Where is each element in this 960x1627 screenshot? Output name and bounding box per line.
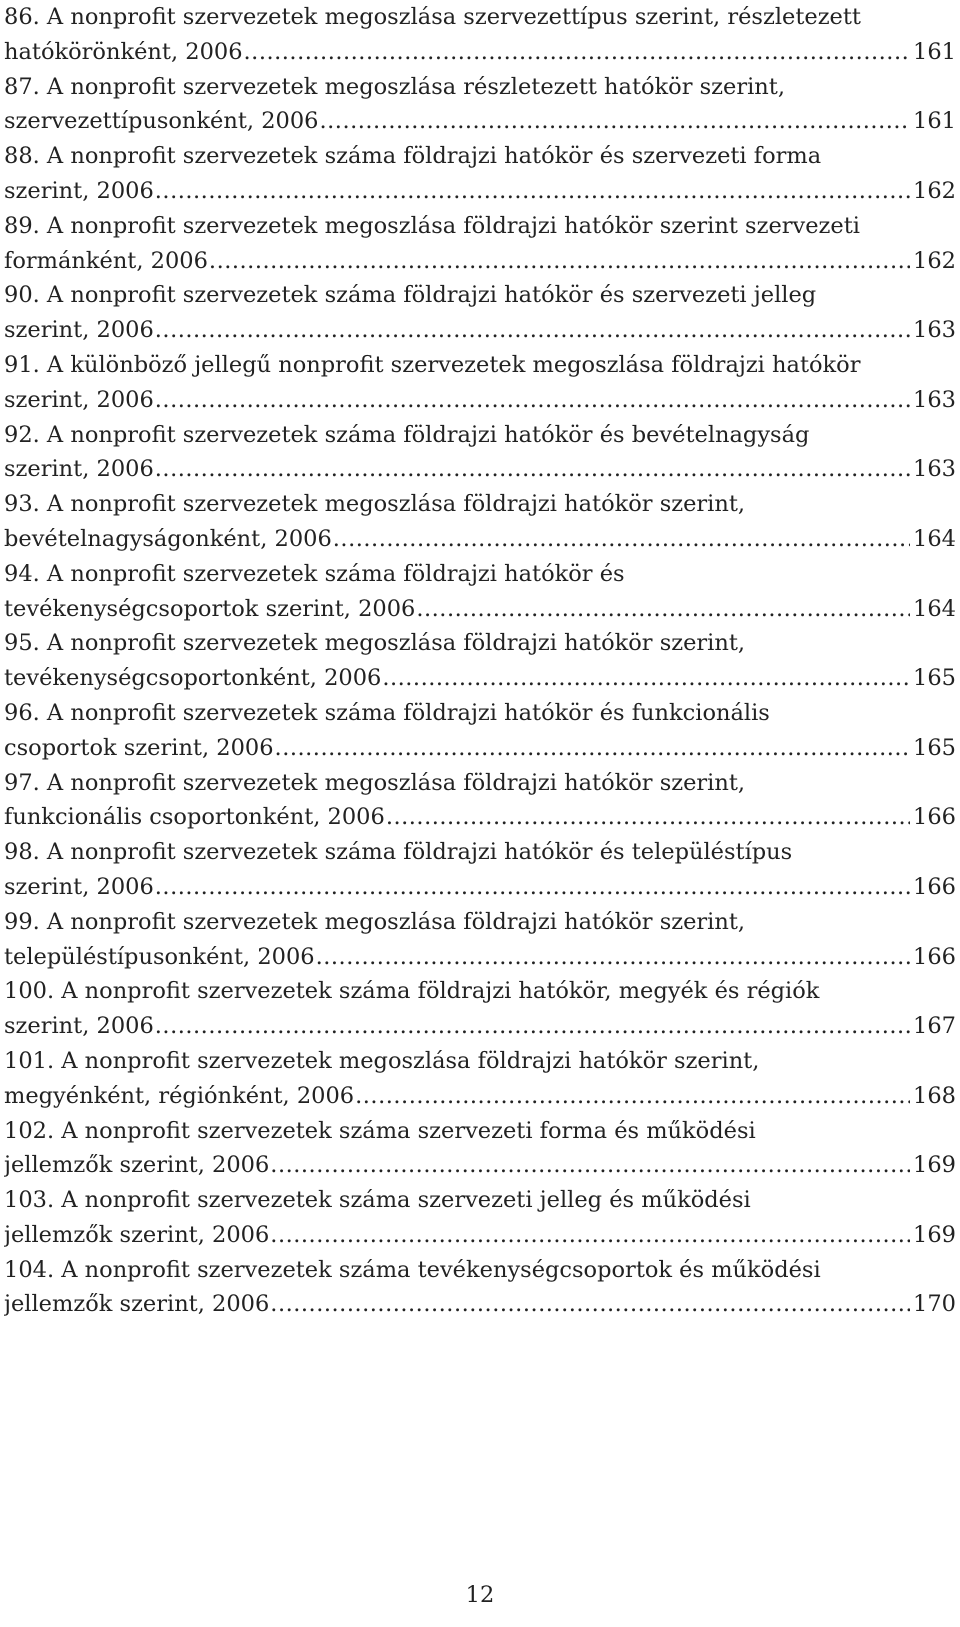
toc-entry-last-line [4,104,956,139]
dot-leader [416,592,910,627]
toc-entry-title-line: 102. A nonprofit szervezetek száma szervezeti forma és működési [4,1117,756,1144]
toc-entry-page-number: 166 [913,804,956,831]
toc-entry[interactable] [4,1253,956,1323]
toc-entry-title-continuation: jellemzők szerint, 2006 [4,1152,270,1179]
toc-entry-title-line: 90. A nonprofit szervezetek száma földrajzi hatókör és szervezeti jelleg [4,282,817,309]
toc-entry-title-continuation: szervezettípusonként, 2006 [4,108,319,135]
toc-entry-page-number: 165 [913,665,956,692]
toc-entry-title-continuation: szerint, 2006 [4,317,154,344]
dot-leader [386,800,910,835]
toc-entry-title-line: 91. A különböző jellegű nonprofit szervezetek megoszlása földrajzi hatókör [4,351,861,378]
toc-entry[interactable] [4,418,956,488]
toc-entry-title-continuation: funkcionális csoportonként, 2006 [4,804,385,831]
toc-entry-last-line [4,1079,956,1114]
dot-leader [155,1009,910,1044]
toc-entry[interactable] [4,209,956,279]
toc-entry-last-line [4,1009,956,1044]
toc-entry-page-number: 162 [913,247,956,274]
dot-leader [270,1218,910,1253]
toc-entry-page-number: 169 [913,1152,956,1179]
toc-entry-title-line: 94. A nonprofit szervezetek száma földrajzi hatókör és [4,560,625,587]
toc-entry-last-line [4,661,956,696]
toc-entry-last-line [4,800,956,835]
toc-entry[interactable] [4,557,956,627]
toc-entry-last-line [4,383,956,418]
toc-entry-title-line: 88. A nonprofit szervezetek száma földrajzi hatókör és szervezeti forma [4,143,822,170]
toc-entry-last-line [4,592,956,627]
toc-entry-title-line: 93. A nonprofit szervezetek megoszlása földrajzi hatókör szerint, [4,491,746,518]
toc-entry[interactable] [4,1183,956,1253]
toc-entry-title-continuation: tevékenységcsoportonként, 2006 [4,665,382,692]
toc-entry-title-line: 104. A nonprofit szervezetek száma tevékenységcsoportok és működési [4,1256,821,1283]
dot-leader [244,35,911,70]
toc-entry-last-line [4,244,956,279]
toc-entry-page-number: 161 [913,38,956,65]
toc-entry-title-continuation: szerint, 2006 [4,386,154,413]
toc-entry-page-number: 168 [913,1082,956,1109]
toc-entry[interactable] [4,626,956,696]
dot-leader [319,104,910,139]
toc-entry-page-number: 165 [913,734,956,761]
toc-entry-title-line: 103. A nonprofit szervezetek száma szervezeti jelleg és működési [4,1187,751,1214]
toc-entry-page-number: 163 [913,456,956,483]
toc-entry-page-number: 164 [913,525,956,552]
toc-entry-page-number: 163 [913,317,956,344]
toc-entry-title-continuation: hatókörönként, 2006 [4,38,243,65]
dot-leader [275,731,911,766]
toc-entry-page-number: 162 [913,177,956,204]
dot-leader [155,870,910,905]
toc-entry[interactable] [4,905,956,975]
toc-entry-title-line: 96. A nonprofit szervezetek száma földrajzi hatókör és funkcionális [4,699,770,726]
toc-entry-page-number: 164 [913,595,956,622]
toc-entry-title-continuation: jellemzők szerint, 2006 [4,1221,270,1248]
dot-leader [155,174,910,209]
toc-entry-last-line [4,1218,956,1253]
toc-entry-title-line: 95. A nonprofit szervezetek megoszlása földrajzi hatókör szerint, [4,630,746,657]
dot-leader [382,661,910,696]
toc-entry-title-continuation: szerint, 2006 [4,1013,154,1040]
toc-entry-last-line [4,35,956,70]
toc-entry-title-continuation: jellemzők szerint, 2006 [4,1291,270,1318]
toc-entry[interactable] [4,1114,956,1184]
toc-entry-title-line: 97. A nonprofit szervezetek megoszlása földrajzi hatókör szerint, [4,769,746,796]
toc-entry-page-number: 166 [913,873,956,900]
toc-entry-title-line: 89. A nonprofit szervezetek megoszlása földrajzi hatókör szerint szervezeti [4,212,860,239]
toc-entry-title-line: 86. A nonprofit szervezetek megoszlása szervezettípus szerint, részletezett [4,4,861,30]
toc-entry-last-line [4,313,956,348]
dot-leader [155,383,910,418]
dot-leader [155,452,910,487]
toc-entry-page-number: 170 [913,1291,956,1318]
toc-entry[interactable] [4,70,956,140]
toc-entry-page-number: 161 [913,108,956,135]
toc-entry-title-line: 101. A nonprofit szervezetek megoszlása földrajzi hatókör szerint, [4,1047,760,1074]
dot-leader [333,522,910,557]
toc-entry-title-line: 98. A nonprofit szervezetek száma földrajzi hatókör és településtípus [4,839,793,866]
toc-entry-page-number: 167 [913,1013,956,1040]
toc-entry[interactable] [4,278,956,348]
toc-entry[interactable] [4,487,956,557]
toc-entry-title-continuation: szerint, 2006 [4,177,154,204]
toc-entry-page-number: 163 [913,386,956,413]
toc-entry-last-line [4,870,956,905]
dot-leader [270,1287,910,1322]
dot-leader [155,313,910,348]
toc-entry-page-number: 166 [913,943,956,970]
dot-leader [316,940,910,975]
toc-entry-last-line [4,731,956,766]
toc-entry[interactable] [4,139,956,209]
toc-entry-last-line [4,1287,956,1322]
toc-entry-title-continuation: bevételnagyságonként, 2006 [4,525,332,552]
toc-entry-title-line: 87. A nonprofit szervezetek megoszlása részletezett hatókör szerint, [4,73,785,100]
toc-entry-last-line [4,452,956,487]
toc-entry[interactable] [4,696,956,766]
toc-entry-title-continuation: szerint, 2006 [4,873,154,900]
toc-entry[interactable] [4,974,956,1044]
toc-entry-title-line: 100. A nonprofit szervezetek száma földrajzi hatókör, megyék és régiók [4,978,820,1005]
toc-entry-title-continuation: településtípusonként, 2006 [4,943,315,970]
dot-leader [209,244,910,279]
toc-entry-title-continuation: szerint, 2006 [4,456,154,483]
toc-entry-last-line [4,1148,956,1183]
toc-entry-page-number: 169 [913,1221,956,1248]
toc-entry-title-continuation: formánként, 2006 [4,247,208,274]
toc-entry-title-line: 92. A nonprofit szervezetek száma földrajzi hatókör és bevételnagyság [4,421,810,448]
toc-entry[interactable] [4,835,956,905]
toc-entry-title-continuation: tevékenységcsoportok szerint, 2006 [4,595,416,622]
toc-entry-title-continuation: megyénként, régiónként, 2006 [4,1082,355,1109]
toc-entry-last-line [4,174,956,209]
toc-entry-last-line [4,940,956,975]
toc-entry-last-line [4,522,956,557]
toc-entry-title-continuation: csoportok szerint, 2006 [4,734,274,761]
toc-entry[interactable] [4,348,956,418]
toc-entry[interactable] [4,766,956,836]
toc-entry-title-line: 99. A nonprofit szervezetek megoszlása földrajzi hatókör szerint, [4,908,746,935]
dot-leader [355,1079,910,1114]
toc-entry[interactable] [4,1044,956,1114]
dot-leader [270,1148,910,1183]
page-number: 12 [465,1582,495,1608]
toc-entry[interactable] [4,0,956,70]
table-of-contents [4,0,956,1322]
